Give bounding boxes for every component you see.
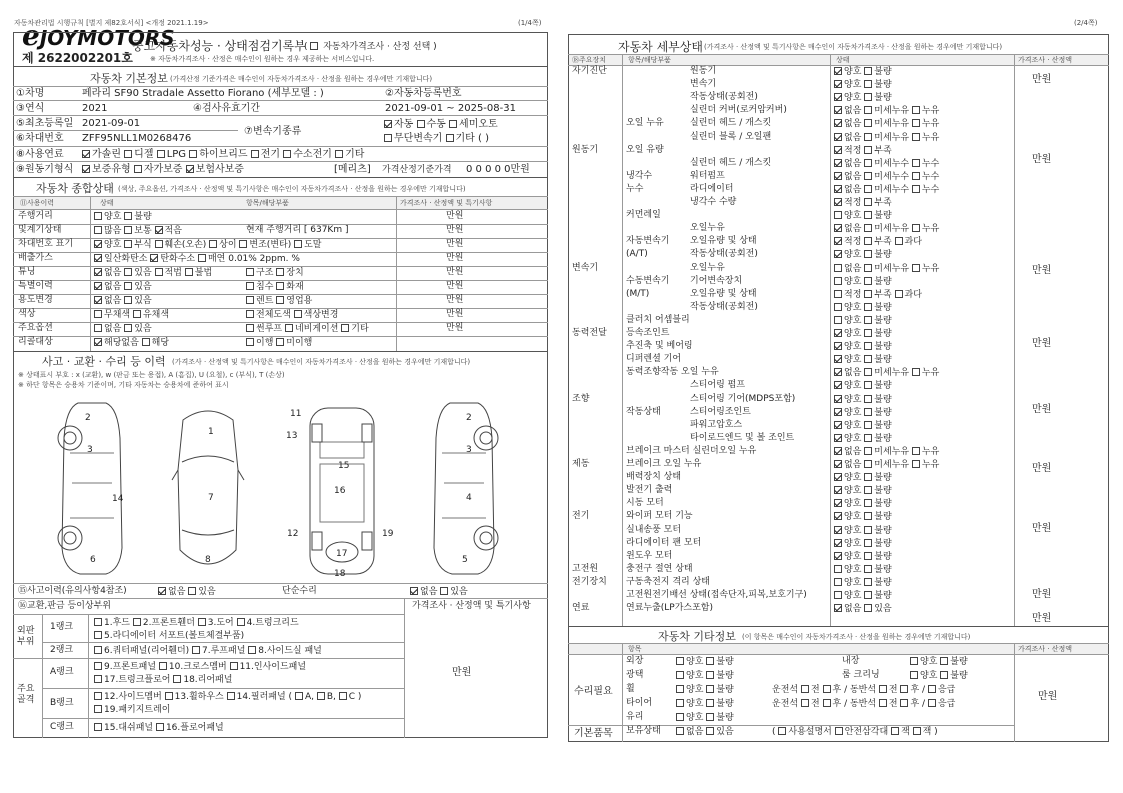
detail-subitem: 작동상태 — [626, 407, 661, 417]
detail-state: 없음 미세누유 누유 — [834, 133, 939, 143]
detail-category: 조향 — [572, 394, 590, 404]
accident-legend-1: ※ 상태표시 부호 : x (교환), w (판금 또는 용접), A (흠집), U (요철), c (부식), T (손상) — [18, 371, 285, 379]
overall-row-price: 만원 — [446, 253, 464, 263]
detail-state: 양호 불량 — [834, 578, 892, 588]
inspect-label: ④검사유효기간 — [193, 103, 260, 114]
overall-row-label: 색상 — [18, 309, 36, 319]
detail-heading: 자동차 세부상태 — [618, 40, 703, 54]
detail-subitem: 구동축전지 격리 상태 — [626, 577, 710, 587]
detail-state: 양호 불량 — [834, 512, 892, 522]
detail-state: 양호 불량 — [834, 526, 892, 536]
overall-row-price: 만원 — [446, 295, 464, 305]
joymotors-logo: eJOYMOTORS — [22, 19, 175, 52]
rank1-items: 1.후드 2.프론트휀더 3.도어 4.트렁크리드 — [94, 618, 299, 628]
left-form-note: 자동차관리법 시행규칙 [별지 제82호서식] <개정 2021.1.19> — [14, 19, 209, 27]
basic-info-heading: 자동차 기본정보 — [90, 72, 168, 85]
detail-state: 양호 불량 — [834, 277, 892, 287]
price-steering: 만원 — [1032, 404, 1052, 415]
diagram-num-13: 13 — [286, 431, 298, 441]
price-basis-value: 0 0 0 0 0만원 — [466, 164, 530, 175]
fuel-options: 가솔린 디젤 LPG 하이브리드 전기 수소전기 기타 — [82, 150, 364, 160]
detail-subitem: 오일 누유 — [626, 118, 664, 128]
accident-legend-2: ※ 하단 항목은 승용차 기준이며, 기타 자동차는 승용차에 준하여 표시 — [18, 381, 229, 389]
price-powertrain: 만원 — [1032, 338, 1052, 349]
overall-row-label: 리콜대상 — [18, 337, 53, 347]
overall-row-label: 차대번호 표기 — [18, 239, 74, 249]
other-price: 만원 — [1038, 691, 1058, 702]
detail-subitem: 연료누출(LP가스포함) — [626, 603, 714, 613]
detail-subitem: 충전구 절연 상태 — [626, 564, 693, 574]
rankA-items: 9.프론트패널 10.크로스멤버 11.인사이드패널 — [94, 662, 306, 672]
detail-state: 양호 불량 — [834, 67, 892, 77]
overall-row-extra: 렌트 영업용 — [246, 296, 312, 306]
overall-row-label: 및계기상태 — [18, 225, 62, 235]
detail-state: 양호 불량 — [834, 303, 892, 313]
diagram-num-2a: 2 — [85, 413, 91, 423]
diagram-num-16: 16 — [334, 486, 346, 496]
first-reg-label: ⑤최초등록일 — [16, 118, 74, 129]
price-hv: 만원 — [1032, 589, 1052, 600]
overall-row-state: 양호 불량 — [94, 212, 152, 222]
detail-item: 스티어링 펌프 — [690, 380, 746, 390]
detail-state: 양호 불량 — [834, 329, 892, 339]
detail-subitem: (M/T) — [626, 289, 650, 299]
price-transmission: 만원 — [1032, 265, 1052, 276]
first-reg-value: 2021-09-01 — [82, 118, 141, 129]
overall-row-price: 만원 — [446, 225, 464, 235]
overall-row-state: 많음 보통 적음 — [94, 226, 182, 236]
detail-item: 라디에이터 — [690, 184, 734, 194]
car-name-value: 페라리 SF90 Stradale Assetto Fiorano (세부모델 : ) — [82, 88, 324, 99]
other-state-a: 양호 불량 — [676, 671, 734, 681]
year-value: 2021 — [82, 103, 108, 114]
car-diagram-right-side — [418, 398, 508, 578]
detail-subitem: 냉각수 — [626, 171, 653, 181]
other-item-a: 휠 — [626, 684, 635, 694]
warranty-options: 보증유형 자가보증 보험사보증 — [82, 165, 244, 175]
detail-category: 연료 — [572, 603, 590, 613]
detail-subitem: 발전기 출력 — [626, 485, 673, 495]
other-col-price: 가격조사 · 산정액 — [1018, 645, 1073, 653]
detail-item: 오일유량 및 상태 — [690, 289, 757, 299]
col-detail-state: 상태 — [836, 56, 850, 64]
col-use-history: ⑪사용이력 — [20, 199, 55, 207]
diagram-num-5: 5 — [462, 555, 468, 565]
detail-state: 없음 미세누유 누유 — [834, 264, 939, 274]
other-item-b: 룸 크리닝 — [842, 670, 880, 680]
basic-items-label: 기본품목 — [574, 728, 613, 739]
detail-item: 실린더 커버(로커암커버) — [690, 105, 787, 115]
other-item-a: 외장 — [626, 656, 644, 666]
overall-row-extra: 침수 화재 — [246, 282, 304, 292]
detail-state: 없음 있음 — [834, 604, 892, 614]
detail-state: 양호 불량 — [834, 250, 892, 260]
trans-options-1: 자동 수동 세미오토 — [384, 120, 498, 130]
overall-note: (색상, 주요옵션, 가격조사 · 산정액 및 특기사항은 매수인이 자동차가격조사 · 산정을 원하는 경우에만 기재합니다) — [118, 185, 466, 193]
other-note: (이 항목은 매수인이 자동차가격조사 · 산정을 원하는 경우에만 기재합니다) — [742, 633, 971, 641]
rank2-label: 2랭크 — [50, 645, 74, 655]
diagram-num-12: 12 — [287, 529, 299, 539]
detail-state: 양호 불량 — [834, 381, 892, 391]
other-state-a: 양호 불량 — [676, 699, 734, 709]
fuel-label: ⑧사용연료 — [16, 149, 64, 160]
repair-needed-label: 수리필요 — [574, 686, 613, 697]
diagram-num-1: 1 — [208, 427, 214, 437]
detail-state: 적정 부족 과다 — [834, 290, 922, 300]
detail-subitem: 와이퍼 모터 기능 — [626, 511, 693, 521]
diagram-num-19: 19 — [382, 529, 394, 539]
detail-state: 없음 미세누유 누유 — [834, 119, 939, 129]
detail-state: 적정 부족 과다 — [834, 237, 922, 247]
col-price: 가격조사 · 산정액 및 특기사항 — [400, 199, 493, 207]
basic-info-note: (가격산정 기준가격은 매수인이 자동차가격조사 · 산정을 원하는 경우에만 기재합니다) — [170, 75, 433, 83]
detail-subitem: 등속조인트 — [626, 328, 670, 338]
rank2-items: 6.쿼터패널(리어휀더) 7.루프패널 8.사이드실 패널 — [94, 646, 322, 656]
accident-history-value: 없음 있음 — [158, 587, 216, 597]
detail-subitem: 디퍼렌셜 기어 — [626, 354, 682, 364]
vin-value: ZFF95NLL1M0268476 — [82, 133, 192, 144]
exchange-price: 만원 — [452, 667, 472, 678]
detail-item: 실린더 헤드 / 개스킷 — [690, 118, 772, 128]
detail-subitem: 고전원전기배선 상태(접속단자,피복,보호기구) — [626, 590, 807, 600]
exchange-price-label: 가격조사 · 산정액 및 특기사항 — [412, 601, 531, 611]
vin-label: ⑥차대번호 — [16, 133, 64, 144]
overall-row-state: 양호 부식 훼손(오손) 상이 변조(변타) 도말 — [94, 240, 321, 250]
detail-subitem: 누수 — [626, 184, 644, 194]
diagram-num-2b: 2 — [466, 413, 472, 423]
overall-row-state: 무채색 유채색 — [94, 310, 169, 320]
detail-category: 원동기 — [572, 145, 599, 155]
detail-state: 양호 불량 — [834, 473, 892, 483]
diagram-num-15: 15 — [338, 461, 350, 471]
overall-row-state: 없음 있음 — [94, 296, 152, 306]
accident-heading: 사고 · 교환 · 수리 등 이력 — [42, 355, 166, 368]
detail-subitem: 라디에이터 팬 모터 — [626, 538, 702, 548]
overall-row-state: 없음 있음 — [94, 324, 152, 334]
detail-item: 원동기 — [690, 66, 717, 76]
diagram-num-11: 11 — [290, 409, 302, 419]
other-heading: 자동차 기타정보 — [658, 630, 736, 643]
detail-category: 고전원 — [572, 564, 599, 574]
simple-repair-label: 단순수리 — [282, 586, 317, 596]
detail-item: 작동상태(공회전) — [690, 302, 758, 312]
accident-history-label: ⑮사고이력(유의사항4참조) — [18, 586, 127, 596]
col-item: 항목/해당부품 — [246, 199, 289, 207]
detail-state: 양호 불량 — [834, 316, 892, 326]
simple-repair-value: 없음 있음 — [410, 587, 468, 597]
detail-subitem: 윈도우 모터 — [626, 551, 673, 561]
outer-panel-label: 외판부위 — [17, 626, 35, 647]
overall-row-label: 주행거리 — [18, 211, 53, 221]
detail-item: 작동상태(공회전) — [690, 249, 758, 259]
form-title: 중고자동차성능 · 상태점검기록부 — [132, 39, 306, 53]
other-item-b: 운전석 전 후 / 동반석 전 후 / 응급 — [772, 685, 956, 695]
form-title-option: ( 자동차가격조사 · 산정 선택 ) — [304, 42, 437, 52]
detail-subitem: 동력조향작동 오일 누유 — [626, 367, 719, 377]
detail-item: 실린더 헤드 / 개스킷 — [690, 158, 772, 168]
diagram-num-17: 17 — [336, 549, 348, 559]
diagram-num-3b: 3 — [466, 445, 472, 455]
detail-item: 작동상태(공회전) — [690, 92, 758, 102]
detail-category: 동력전달 — [572, 328, 607, 338]
detail-category: 변속기 — [572, 263, 599, 273]
other-state-b: 양호 불량 — [910, 671, 968, 681]
warranty-label: ⑨원동기형식 — [16, 164, 74, 175]
detail-state: 양호 불량 — [834, 408, 892, 418]
other-item-b: ( 사용설명서 안전삼각대 잭 잭 ) — [772, 727, 938, 737]
detail-item: 변속기 — [690, 79, 717, 89]
car-name-label: ①차명 — [16, 88, 45, 99]
detail-subitem: 자동변속기 — [626, 236, 670, 246]
price-fuel: 만원 — [1032, 613, 1052, 624]
overall-row-price: 만원 — [446, 281, 464, 291]
detail-subitem: 브레이크 마스터 실린더오일 누유 — [626, 446, 757, 456]
overall-row-state: 없음 있음 — [94, 282, 152, 292]
detail-item: 오일유량 및 상태 — [690, 236, 757, 246]
other-item-a: 보유상태 — [626, 726, 661, 736]
overall-row-price: 만원 — [446, 267, 464, 277]
detail-note: (가격조사 · 산정액 및 특기사항은 매수인이 자동차가격조사 · 산정을 원하는 경우에만 기재합니다) — [704, 43, 1003, 51]
price-basis-label: 가격산정기준가격 — [382, 165, 452, 175]
diagram-num-4: 4 — [466, 493, 472, 503]
detail-item: 스티어링조인트 — [690, 407, 751, 417]
overall-row-label: 배출가스 — [18, 253, 53, 263]
detail-state: 양호 불량 — [834, 80, 892, 90]
record-number: 제 2622002201호 — [22, 51, 133, 65]
overall-row-extra: 썬루프 네비게이션 기타 — [246, 324, 369, 334]
price-electric: 만원 — [1032, 523, 1052, 534]
right-page-number: (2/4쪽) — [1074, 19, 1098, 27]
detail-item: 파워고압호스 — [690, 420, 743, 430]
col-detail-price: 가격조사 · 산정액 — [1018, 56, 1073, 64]
detail-state: 양호 불량 — [834, 342, 892, 352]
diagram-num-6a: 6 — [90, 555, 96, 565]
detail-subitem: 실내송풍 모터 — [626, 525, 682, 535]
rank1-label: 1랭크 — [50, 622, 74, 632]
col-state: 상태 — [100, 199, 114, 207]
detail-state: 양호 불량 — [834, 591, 892, 601]
detail-category: 자기진단 — [572, 66, 607, 76]
left-page-number: (1/4쪽) — [518, 19, 542, 27]
exchange-label: ⑯교환,판금 등이상부위 — [18, 601, 111, 611]
detail-item: 실린더 블록 / 오일팬 — [690, 132, 772, 142]
detail-subitem: (A/T) — [626, 249, 648, 259]
detail-item: 스티어링 기어(MDPS포함) — [690, 394, 796, 404]
car-diagram-left-side — [48, 398, 138, 578]
trans-label: ⑦변속기종류 — [244, 126, 302, 137]
col-main-device: ⑱주요장치 — [572, 56, 607, 64]
detail-item: 냉각수 수량 — [690, 197, 737, 207]
detail-state: 양호 불량 — [834, 211, 892, 221]
other-state-a: 양호 불량 — [676, 713, 734, 723]
trans-options-2: 무단변속기 기타 ( ) — [384, 134, 489, 144]
detail-state: 양호 불량 — [834, 93, 892, 103]
other-item-a: 광택 — [626, 670, 644, 680]
overall-row-price: 만원 — [446, 323, 464, 333]
other-state-a: 양호 불량 — [676, 685, 734, 695]
detail-state: 양호 불량 — [834, 565, 892, 575]
detail-state: 없음 미세누유 누유 — [834, 106, 939, 116]
overall-row-price: 만원 — [446, 211, 464, 221]
detail-category: 제동 — [572, 459, 590, 469]
price-engine: 만원 — [1032, 154, 1052, 165]
detail-state: 없음 미세누유 누유 — [834, 224, 939, 234]
other-item-a: 유리 — [626, 712, 644, 722]
other-col-item: 항목 — [628, 645, 642, 653]
detail-state: 없음 미세누유 누유 — [834, 368, 939, 378]
overall-row-extra: 현재 주행거리 [ 637Km ] — [246, 225, 349, 235]
detail-state: 없음 미세누수 누수 — [834, 159, 939, 169]
overall-row-label: 용도변경 — [18, 295, 53, 305]
detail-state: 양호 불량 — [834, 486, 892, 496]
detail-state: 양호 불량 — [834, 421, 892, 431]
plate-label: ②자동차등록번호 — [385, 88, 462, 99]
overall-row-state: 없음 있음 적법 불법 — [94, 268, 212, 278]
detail-item: 기어변속장치 — [690, 276, 743, 286]
diagram-num-14a: 14 — [112, 494, 124, 504]
detail-item: 오일누유 — [690, 263, 725, 273]
rankA-label: A랭크 — [50, 667, 74, 677]
detail-state: 없음 미세누수 누수 — [834, 185, 939, 195]
main-frame-label: 주요골격 — [17, 684, 35, 705]
overall-row-label: 특별이력 — [18, 281, 53, 291]
detail-subitem: 수동변속기 — [626, 276, 670, 286]
overall-row-state: 일산화탄소 탄화수소 매연 0.01% 2ppm. % — [94, 254, 300, 264]
overall-row-price: 만원 — [446, 239, 464, 249]
other-item-a: 타이어 — [626, 698, 653, 708]
overall-row-label: 주요옵션 — [18, 323, 53, 333]
detail-subitem: 배력장치 상태 — [626, 472, 682, 482]
detail-state: 적정 부족 — [834, 146, 892, 156]
rankB2-items: 19.패키지트레이 — [94, 705, 170, 715]
detail-subitem: 오일 유량 — [626, 145, 664, 155]
detail-state: 양호 불량 — [834, 552, 892, 562]
overall-row-label: 튜닝 — [18, 267, 36, 277]
detail-state: 양호 불량 — [834, 499, 892, 509]
price-self-diag: 만원 — [1032, 74, 1052, 85]
diagram-num-3a: 3 — [87, 445, 93, 455]
detail-state: 없음 미세누수 누수 — [834, 172, 939, 182]
accident-note: (가격조사 · 산정액 및 특기사항은 매수인이 자동차가격조사 · 산정을 원하는 경우에만 기재합니다) — [172, 358, 471, 366]
detail-subitem: 추진축 및 베어링 — [626, 341, 693, 351]
overall-heading: 자동차 종합상태 — [36, 182, 114, 195]
other-state-a: 없음 있음 — [676, 727, 734, 737]
detail-subitem: 커먼레일 — [626, 210, 661, 220]
detail-item: 오일누유 — [690, 223, 725, 233]
rankB-label: B랭크 — [50, 698, 74, 708]
rankC-label: C랭크 — [50, 722, 74, 732]
diagram-num-7: 7 — [208, 493, 214, 503]
overall-row-price: 만원 — [446, 309, 464, 319]
rankA2-items: 17.트렁크플로어 18.리어패널 — [94, 675, 232, 685]
overall-row-state: 해당없음 해당 — [94, 338, 169, 348]
detail-subitem: 브레이크 오일 누유 — [626, 459, 702, 469]
detail-state: 양호 불량 — [834, 395, 892, 405]
col-detail-item: 항목/해당부품 — [628, 56, 671, 64]
overall-row-extra: 이행 미이행 — [246, 338, 312, 348]
detail-state: 양호 불량 — [834, 434, 892, 444]
other-state-b: 양호 불량 — [910, 657, 968, 667]
diagram-num-18: 18 — [334, 569, 346, 579]
price-brake: 만원 — [1032, 463, 1052, 474]
rankB-items: 12.사이드멤버 13.휠하우스 14.필러패널 ( A, B, C ) — [94, 692, 361, 702]
record-note: ※ 자동차가격조사 · 산정은 매수인이 원하는 경우 제공하는 서비스입니다. — [150, 55, 375, 63]
detail-state: 적정 부족 — [834, 198, 892, 208]
detail-item: 워터펌프 — [690, 171, 725, 181]
inspect-value: 2021-09-01 ~ 2025-08-31 — [385, 103, 516, 114]
warranty-extra: [메리츠] — [334, 164, 371, 175]
other-item-b: 운전석 전 후 / 동반석 전 후 / 응급 — [772, 699, 956, 709]
other-state-a: 양호 불량 — [676, 657, 734, 667]
overall-row-extra: 구조 장치 — [246, 268, 304, 278]
detail-item: 타이로드엔드 및 볼 조인트 — [690, 433, 795, 443]
detail-subitem: 클러치 어셈블리 — [626, 315, 690, 325]
detail-subitem: 시동 모터 — [626, 498, 664, 508]
detail-category: 전기장치 — [572, 577, 607, 587]
year-label: ③연식 — [16, 103, 45, 114]
detail-category: 전기 — [572, 511, 590, 521]
rankC-items: 15.대쉬패널 16.플로어패널 — [94, 723, 224, 733]
other-item-b: 내장 — [842, 656, 860, 666]
diagram-num-8: 8 — [205, 555, 211, 565]
overall-row-extra: 전체도색 색상변경 — [246, 310, 338, 320]
detail-state: 없음 미세누유 누유 — [834, 460, 939, 470]
rank1b-items: 5.라디에이터 서포트(볼트체결부품) — [94, 631, 244, 641]
detail-state: 양호 불량 — [834, 355, 892, 365]
detail-state: 양호 불량 — [834, 539, 892, 549]
detail-state: 없음 미세누유 누유 — [834, 447, 939, 457]
